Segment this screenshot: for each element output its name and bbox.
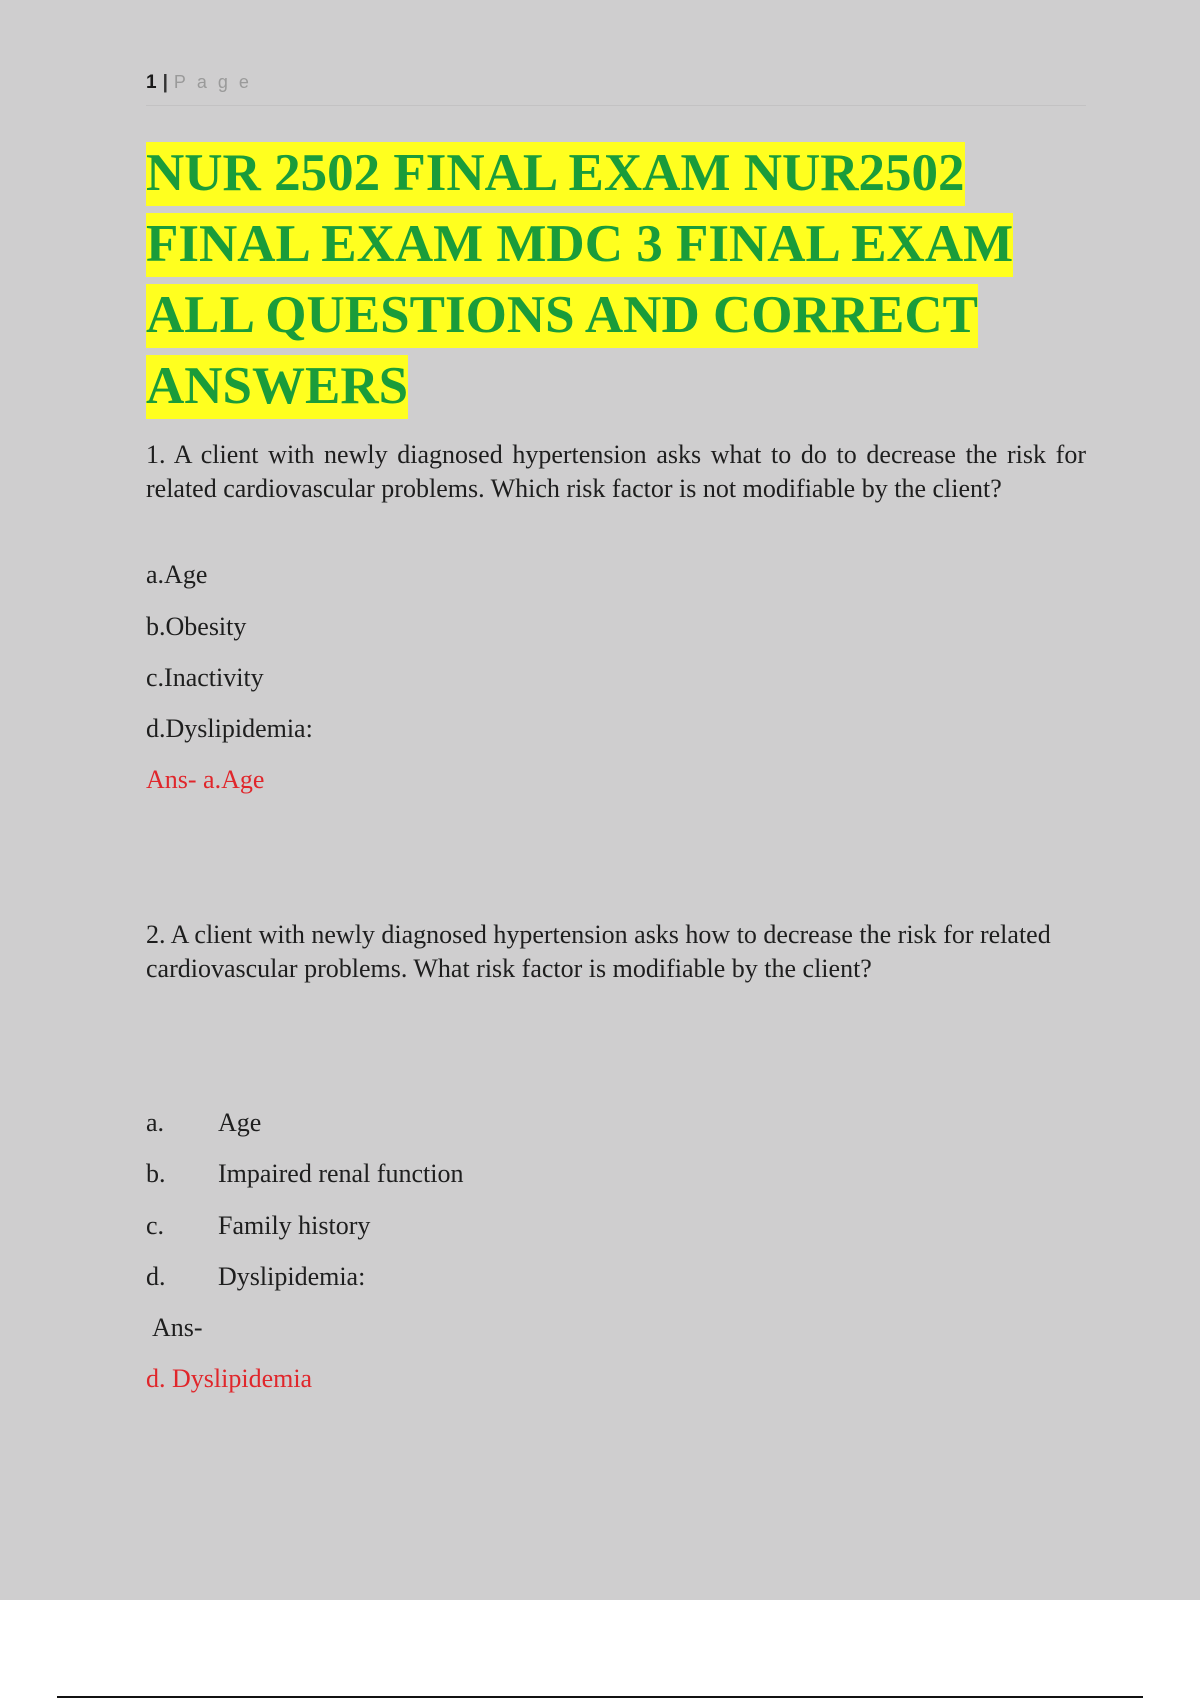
bottom-divider	[57, 1696, 1143, 1698]
header-divider	[146, 105, 1086, 106]
title-line-2: FINAL EXAM MDC 3 FINAL EXAM	[146, 213, 1013, 277]
question-1-option-b: b.Obesity	[146, 612, 247, 641]
question-2-option-b	[146, 1159, 463, 1189]
question-1-option-d: d.Dyslipidemia:	[146, 714, 313, 743]
page-number: 1	[146, 72, 157, 93]
question-1-option-a: a.Age	[146, 560, 208, 589]
title-line-1: NUR 2502 FINAL EXAM NUR2502	[146, 142, 965, 206]
question-1-option-c: c.Inactivity	[146, 663, 264, 692]
page-header	[146, 72, 260, 94]
question-2-text: 2. A client with newly diagnosed hypertension asks how to decrease the risk for related cardiovascular problems. What risk factor is modifiable by the client?	[146, 920, 1051, 983]
option-label: Impaired renal function	[218, 1159, 464, 1188]
question-2-answer-prefix: Ans-	[152, 1313, 203, 1342]
header-separator: |	[162, 72, 168, 93]
question-1-answer: Ans- a.Age	[146, 765, 265, 794]
option-letter: b.	[146, 1159, 166, 1188]
question-2-option-d	[146, 1262, 365, 1292]
title-line-4: ANSWERS	[146, 355, 408, 419]
option-label: Family history	[218, 1211, 371, 1240]
question-2-option-c	[146, 1211, 370, 1241]
option-letter: c.	[146, 1211, 165, 1240]
page-label: Page	[173, 72, 260, 92]
option-letter: d.	[146, 1262, 166, 1291]
document-title	[146, 138, 1086, 422]
option-label: Dyslipidemia:	[218, 1262, 366, 1291]
option-label: Age	[218, 1108, 262, 1137]
question-1-text: 1. A client with newly diagnosed hypertension asks what to do to decrease the risk for related cardiovascular problems. Which risk factor is not modifiable by the client?	[146, 440, 1086, 503]
question-2-option-a	[146, 1108, 261, 1138]
title-line-3: ALL QUESTIONS AND CORRECT	[146, 284, 978, 348]
option-letter: a.	[146, 1108, 165, 1137]
question-2-answer: d. Dyslipidemia	[146, 1364, 313, 1393]
